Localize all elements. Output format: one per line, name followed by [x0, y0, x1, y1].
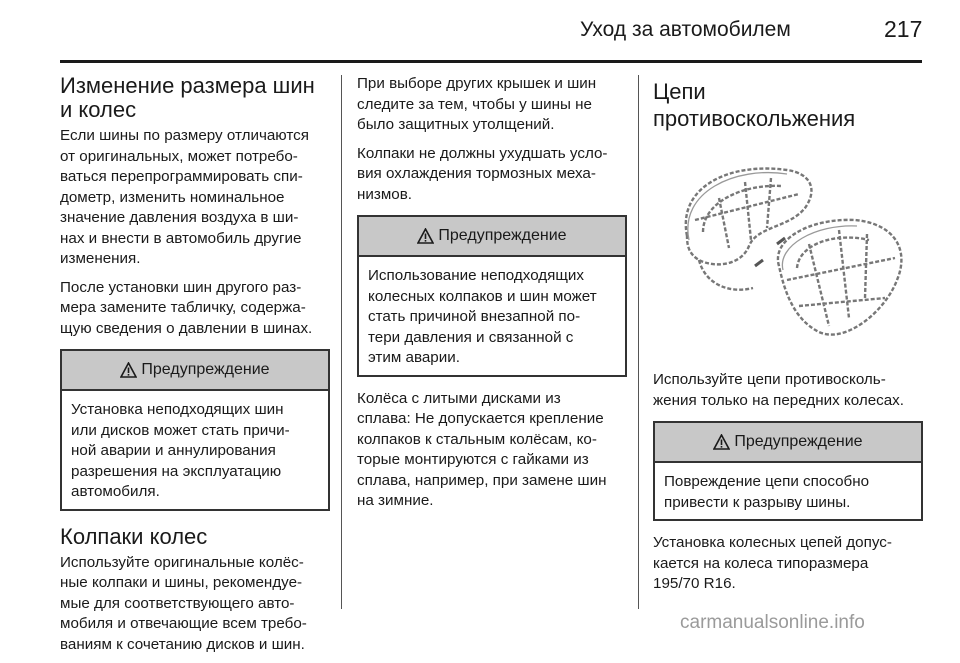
warning-label: Предупреждение — [734, 433, 863, 450]
heading-tire-size: Изменение размера шин и колес — [60, 73, 315, 122]
warning-triangle-icon — [417, 228, 434, 244]
paragraph: Используйте оригинальные колёс- ные колпаки и шины, рекомендуе- мые для соответствующего авто- мобиля и отвечающие всем требо- ваниям к сочетанию дисков и шин. — [60, 553, 307, 653]
column-divider — [341, 75, 342, 609]
warning-header — [62, 351, 328, 391]
header-divider — [60, 60, 922, 63]
paragraph: Если шины по размеру отличаются от оригинальных, может потребо- ваться перепрограммировать спи- дометр, изменить номинальное значение давления воздуха в ши- нах и внести в автомобиль другие изменения. — [60, 127, 309, 267]
column-middle — [357, 74, 627, 520]
section-title: Уход за автомобилем — [580, 18, 791, 41]
warning-text: Повреждение цепи способно привести к разрыву шины. — [664, 473, 870, 511]
paragraph: При выборе других крышек и шин следите за тем, чтобы у шины не было защитных утолщений. — [357, 75, 597, 133]
paragraph: Установка колесных цепей допус- кается на колеса типоразмера 195/70 R16. — [653, 534, 892, 592]
column-left — [60, 74, 330, 663]
warning-label: Предупреждение — [141, 361, 270, 378]
warning-text: Использование неподходящих колесных колпаков и шин может стать причиной внезапной по- тери давления и связанной с этим аварии. — [368, 267, 597, 366]
warning-text: Установка неподходящих шин или дисков может стать причи- ной аварии и аннулирования разрешения на эксплуатацию автомобиля. — [71, 401, 290, 500]
warning-box — [60, 349, 330, 511]
column-divider — [638, 75, 639, 609]
warning-triangle-icon — [713, 434, 730, 450]
heading-wheel-covers: Колпаки колес — [60, 523, 208, 549]
warning-header — [655, 423, 921, 463]
warning-triangle-icon — [120, 362, 137, 378]
paragraph: Колёса с литыми дисками из сплава: Не допускается крепление колпаков к стальным колёсам, ко- торые монтируются с гайками из сплава, например, при замене шин на зимние. — [357, 389, 607, 509]
warning-box — [653, 421, 923, 521]
heading-snow-chains: Цепи противоскольжения — [653, 79, 856, 131]
warning-label: Предупреждение — [438, 227, 567, 244]
paragraph: Используйте цепи противосколь- жения только на передних колесах. — [653, 371, 904, 409]
warning-box — [357, 215, 627, 377]
column-right — [653, 74, 923, 603]
watermark-text: carmanualsonline.info — [680, 612, 865, 633]
page-number: 217 — [884, 16, 923, 42]
warning-header — [359, 217, 625, 257]
paragraph: Колпаки не должны ухудшать усло- вия охлаждения тормозных меха- низмов. — [357, 144, 608, 203]
paragraph: После установки шин другого раз- мера замените табличку, содержа- щую сведения о давлении в шинах. — [60, 278, 313, 337]
snow-chains-illustration-icon — [659, 148, 921, 358]
